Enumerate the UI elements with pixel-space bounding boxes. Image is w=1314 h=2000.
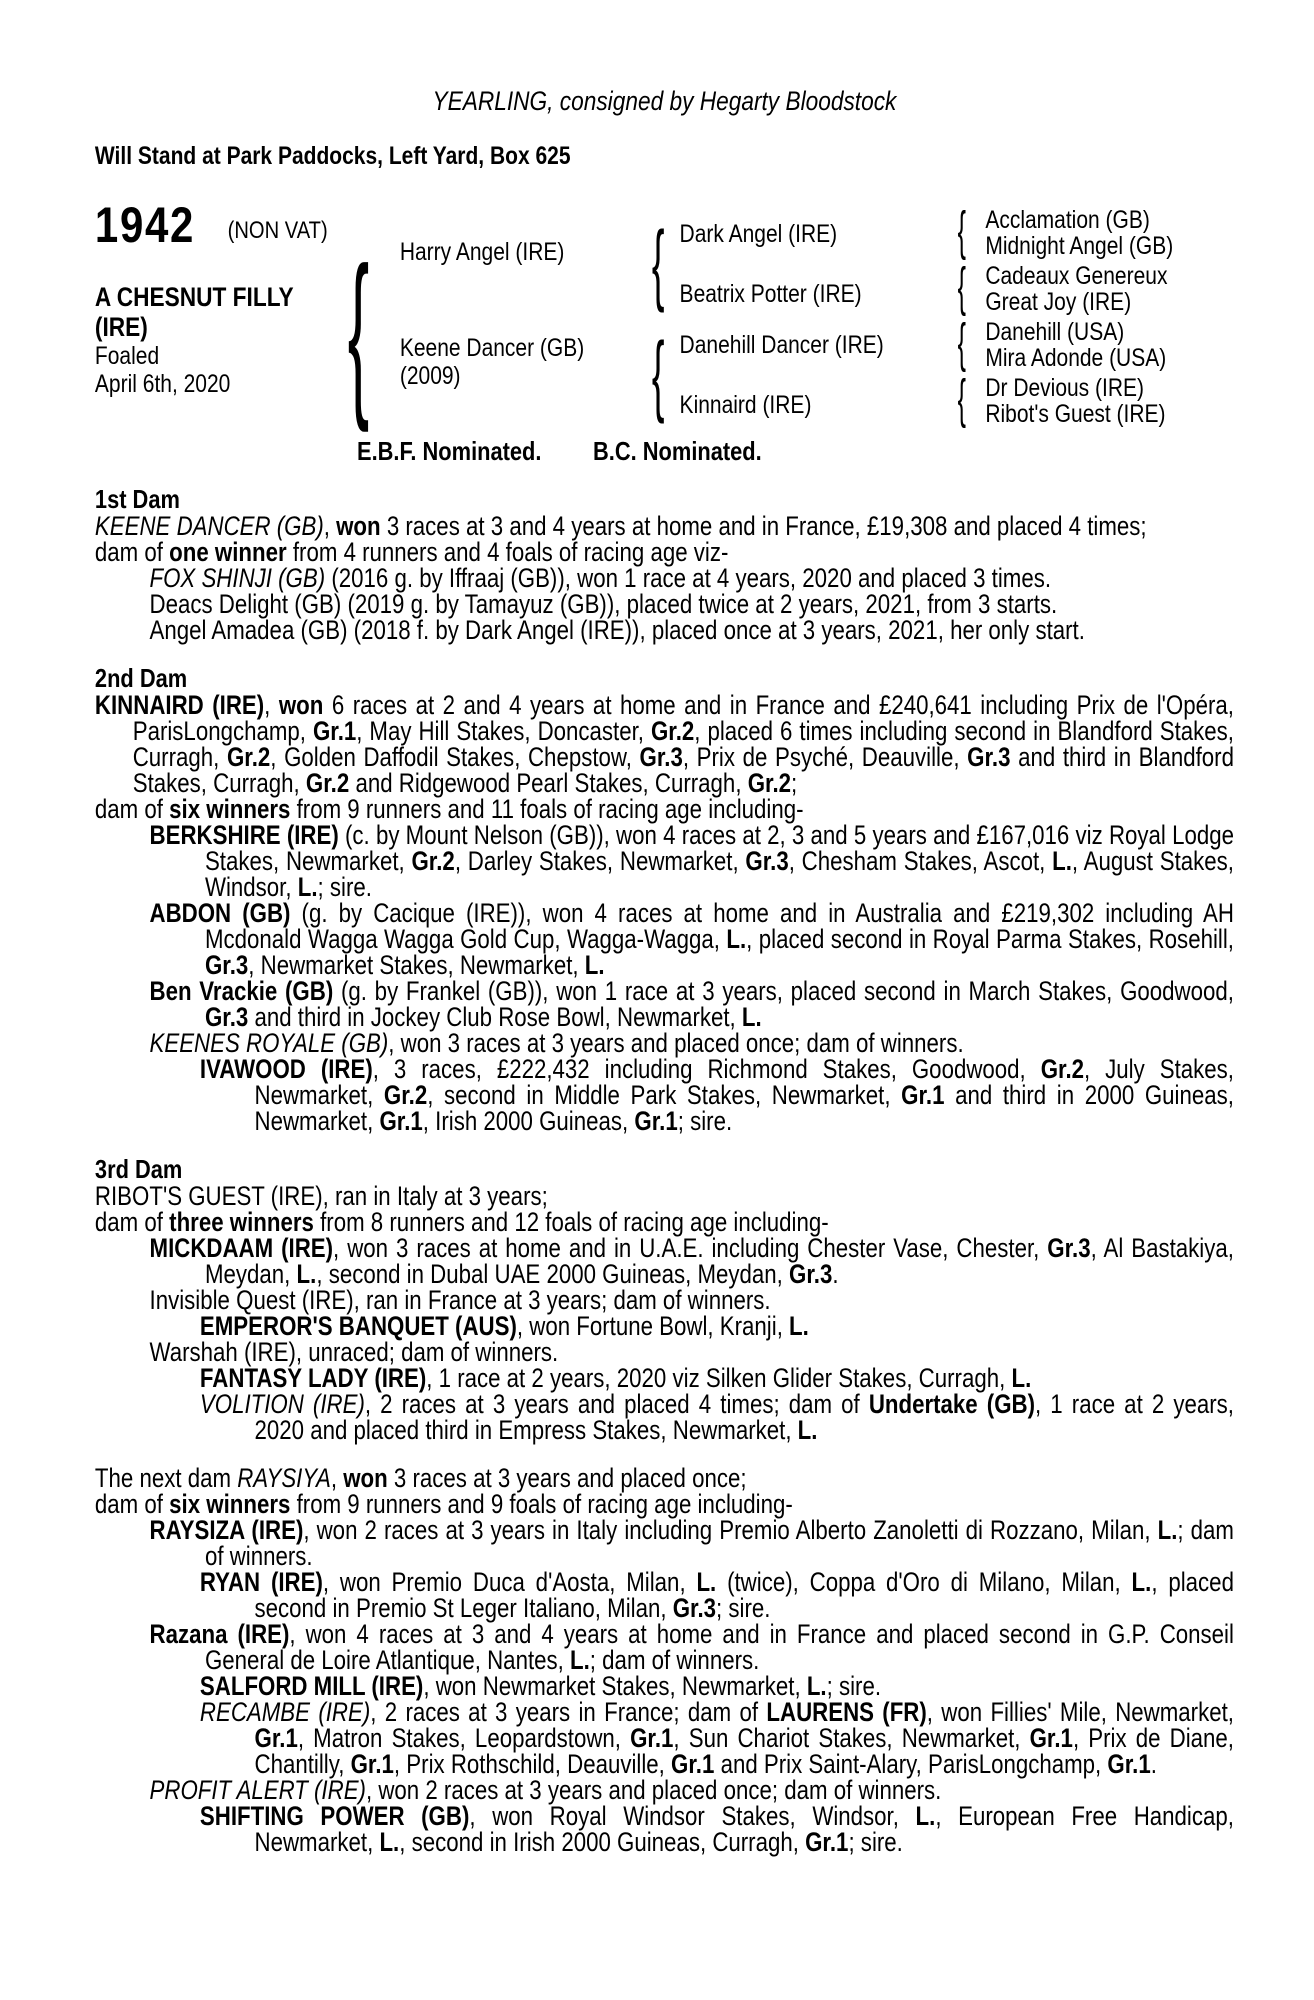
text-run: L. xyxy=(379,1827,400,1857)
text-run: Gr.1 xyxy=(1029,1723,1073,1753)
text-run: Gr.1 xyxy=(350,1749,394,1779)
text-run: L. xyxy=(584,950,605,980)
text-run: Gr.1 xyxy=(1107,1749,1151,1779)
text-run: ; xyxy=(791,768,798,798)
text-run: from 9 runners and 9 foals of racing age including- xyxy=(290,1489,793,1519)
text-run: Gr.3 xyxy=(789,1259,833,1289)
text-run: Gr.1 xyxy=(254,1723,298,1753)
text-run: , 3 races, £222,432 including Richmond Stakes, Goodwood, xyxy=(372,1054,1041,1084)
section-heading: 2nd Dam xyxy=(94,663,188,693)
page-title: YEARLING, consigned by Hegarty Bloodstock xyxy=(432,86,897,116)
text-run: L. xyxy=(726,924,747,954)
pedigree-diagram xyxy=(94,197,1234,472)
horse-name-line2: (IRE) xyxy=(94,312,148,342)
text-run: , 1 race at 2 years, 2020 viz Silken Glider Stakes, Curragh, xyxy=(426,1363,1012,1393)
text-run: , Prix de Psyché, Deauville, xyxy=(682,742,968,772)
catalog-section xyxy=(95,1156,1234,1443)
text-run: FOX SHINJI (GB) xyxy=(149,563,326,593)
text-run: won xyxy=(343,1463,388,1493)
text-run: Gr.2 xyxy=(650,716,695,746)
text-run: Deacs Delight (GB) (2019 g. by Tamayuz (GB)), placed twice at 2 years, 2021, from 3 starts. xyxy=(149,589,1058,619)
great-grandparent-name: Cadeaux Genereux xyxy=(985,262,1168,290)
text-run: 6 races at 2 and 4 years at home and in France and £240,641 including Prix de l'Opéra, ParisLongchamp, xyxy=(132,690,1234,746)
text-run: MICKDAAM (IRE) xyxy=(149,1233,334,1263)
text-run: KEENE DANCER (GB) xyxy=(94,511,324,541)
text-run: RYAN (IRE) xyxy=(199,1567,323,1597)
text-run: L. xyxy=(789,1311,809,1341)
brace-icon: { xyxy=(957,313,966,373)
text-run: 3 races at 3 and 4 years at home and in France, £19,308 and placed 4 times; xyxy=(380,511,1147,541)
catalog-paragraph xyxy=(95,822,1234,900)
text-run: , 1 race at 2 years, 2020 and placed third in Empress Stakes, Newmarket, xyxy=(254,1389,1234,1445)
catalog-paragraph xyxy=(95,900,1234,978)
text-run: , Prix de Diane, Chantilly, xyxy=(254,1723,1234,1779)
text-run: dam of xyxy=(94,1489,170,1519)
text-run: L. xyxy=(1131,1567,1152,1597)
text-run: dam of xyxy=(94,794,170,824)
text-run: Gr.2 xyxy=(226,742,271,772)
dam-name: Keene Dancer (GB) xyxy=(399,334,585,362)
text-run: RAYSIYA xyxy=(237,1463,331,1493)
text-run: , won Fortune Bowl, Kranji, xyxy=(516,1311,790,1341)
dam-block xyxy=(400,334,584,390)
text-run: Angel Amadea (GB) (2018 f. by Dark Angel (IRE)), placed once at 3 years, 2021, her only start. xyxy=(149,615,1085,645)
text-run: , Chesham Stakes, Ascot, xyxy=(788,846,1053,876)
text-run: Gr.3 xyxy=(967,742,1011,772)
text-run: Gr.3 xyxy=(639,742,683,772)
text-run: EMPEROR'S BANQUET (AUS) xyxy=(199,1311,517,1341)
text-run: six winners xyxy=(169,1489,291,1519)
text-run: , placed second in Royal Parma Stakes, Rosehill, xyxy=(746,924,1234,954)
sire-name: Harry Angel (IRE) xyxy=(399,238,565,266)
text-run: , second in Middle Park Stakes, Newmarket, xyxy=(427,1080,902,1110)
text-run: SHIFTING POWER (GB) xyxy=(199,1801,470,1831)
great-grandparent-name: Ribot's Guest (IRE) xyxy=(985,400,1166,428)
text-run: , July Stakes, Newmarket, xyxy=(254,1054,1234,1110)
text-run: L. xyxy=(1052,846,1072,876)
text-run: Gr.2 xyxy=(747,768,792,798)
text-run: Gr.1 xyxy=(634,1106,678,1136)
text-run: IVAWOOD (IRE) xyxy=(199,1054,373,1084)
text-run: RIBOT'S GUEST (IRE), ran in Italy at 3 years; xyxy=(94,1181,548,1211)
text-run: ; dam of winners. xyxy=(204,1515,1234,1571)
granddam-name: Kinnaird (IRE) xyxy=(679,391,812,419)
catalog-paragraph xyxy=(95,1209,1234,1235)
text-run: , won Fillies' Mile, Newmarket, xyxy=(926,1697,1234,1727)
text-run: , Prix Rothschild, Deauville, xyxy=(393,1749,672,1779)
catalog-paragraph xyxy=(95,591,1234,617)
catalog-paragraph xyxy=(95,1673,1234,1699)
text-run: six winners xyxy=(169,794,291,824)
catalog-paragraph xyxy=(95,513,1234,539)
text-run: and third in 2000 Guineas, Newmarket, xyxy=(254,1080,1234,1136)
text-run: L. xyxy=(296,1259,317,1289)
catalog-paragraph xyxy=(95,1491,1234,1517)
text-run: Gr.1 xyxy=(901,1080,945,1110)
great-grandparent-name: Acclamation (GB) xyxy=(985,206,1150,234)
text-run: Gr.2 xyxy=(383,1080,428,1110)
ebf-nomination: E.B.F. Nominated. xyxy=(357,436,542,466)
text-run: dam of xyxy=(94,1207,170,1237)
catalog-paragraph xyxy=(95,617,1234,643)
text-run: FANTASY LADY (IRE) xyxy=(199,1363,427,1393)
text-run: L. xyxy=(797,1415,818,1445)
text-run: , August Stakes, Windsor, xyxy=(204,846,1234,902)
text-run: RECAMBE (IRE) xyxy=(199,1697,371,1727)
text-run: , xyxy=(330,1463,344,1493)
catalog-body xyxy=(95,486,1234,1855)
text-run: , xyxy=(264,690,279,720)
text-run: Invisible Quest (IRE), ran in France at 3 years; dam of winners. xyxy=(149,1285,771,1315)
catalog-section xyxy=(95,486,1234,643)
brace-icon: { xyxy=(347,229,370,433)
text-run: . xyxy=(1150,1749,1157,1779)
text-run: , 2 races at 3 years in France; dam of xyxy=(370,1697,767,1727)
catalog-paragraph xyxy=(95,1391,1234,1443)
section-heading: 1st Dam xyxy=(94,484,180,514)
catalog-paragraph xyxy=(95,1339,1234,1365)
catalog-paragraph xyxy=(95,1030,1234,1056)
great-grandparent-name: Mira Adonde (USA) xyxy=(985,344,1167,372)
grandsire-name: Danehill Dancer (IRE) xyxy=(679,331,884,359)
brace-icon: { xyxy=(957,369,966,429)
text-run: Gr.1 xyxy=(379,1106,423,1136)
brace-icon: { xyxy=(957,201,966,261)
text-run: , Newmarket Stakes, Newmarket, xyxy=(248,950,585,980)
text-run: . xyxy=(832,1259,839,1289)
text-run: , xyxy=(323,511,337,541)
text-run: L. xyxy=(1157,1515,1178,1545)
catalog-paragraph xyxy=(95,1621,1234,1673)
great-grandparent-name: Great Joy (IRE) xyxy=(985,288,1132,316)
catalog-paragraph xyxy=(95,1313,1234,1339)
text-run: L. xyxy=(741,1002,762,1032)
text-run: (c. by Mount Nelson (GB)), won 4 races at 2, 3 and 5 years and £167,016 viz Royal Lodge Stakes, Newmarket, xyxy=(204,820,1234,876)
foaled-date: April 6th, 2020 xyxy=(94,370,231,398)
lot-number: 1942 xyxy=(94,197,196,253)
text-run: Gr.3 xyxy=(204,1002,249,1032)
text-run: Gr.1 xyxy=(805,1827,849,1857)
horse-name-line1: A CHESNUT FILLY xyxy=(94,282,294,312)
text-run: , Matron Stakes, Leopardstown, xyxy=(297,1723,631,1753)
catalog-paragraph xyxy=(95,1287,1234,1313)
text-run: ; sire. xyxy=(826,1671,882,1701)
text-run: The next dam xyxy=(94,1463,238,1493)
text-run: , won 3 races at home and in U.A.E. including Chester Vase, Chester, xyxy=(333,1233,1048,1263)
vat-note: (NON VAT) xyxy=(227,217,328,244)
text-run: (twice), Coppa d'Oro di Milano, Milan, xyxy=(716,1567,1132,1597)
text-run: , second in Irish 2000 Guineas, Curragh, xyxy=(399,1827,806,1857)
text-run: Gr.2 xyxy=(411,846,455,876)
text-run: , won Premio Duca d'Aosta, Milan, xyxy=(322,1567,697,1597)
text-run: Gr.1 xyxy=(630,1723,674,1753)
text-run: KINNAIRD (IRE) xyxy=(94,690,265,720)
catalog-paragraph xyxy=(95,1235,1234,1287)
catalog-paragraph xyxy=(95,1056,1234,1134)
text-run: ABDON (GB) xyxy=(149,898,291,928)
text-run: SALFORD MILL (IRE) xyxy=(199,1671,424,1701)
text-run: Gr.3 xyxy=(1047,1233,1091,1263)
dam-year: (2009) xyxy=(399,362,461,390)
catalog-paragraph xyxy=(95,1569,1234,1621)
catalog-paragraph xyxy=(95,1699,1234,1777)
brace-icon: { xyxy=(957,257,966,317)
text-run: LAURENS (FR) xyxy=(766,1697,927,1727)
text-run: from 9 runners and 11 foals of racing age including- xyxy=(290,794,804,824)
great-grandparent-name: Danehill (USA) xyxy=(985,318,1125,346)
text-run: ; sire. xyxy=(677,1106,733,1136)
text-run: (g. by Frankel (GB)), won 1 race at 3 years, placed second in March Stakes, Goodwood, xyxy=(333,976,1234,1006)
text-run: won xyxy=(278,690,324,720)
great-grandparent-name: Dr Devious (IRE) xyxy=(985,374,1145,402)
bc-nomination: B.C. Nominated. xyxy=(593,436,762,466)
text-run: and third in Jockey Club Rose Bowl, Newmarket, xyxy=(248,1002,742,1032)
text-run: Gr.2 xyxy=(305,768,350,798)
text-run: dam of xyxy=(94,537,170,567)
catalog-paragraph xyxy=(95,565,1234,591)
catalog-paragraph xyxy=(95,1465,1234,1491)
text-run: , won 2 races at 3 years and placed once; dam of winners. xyxy=(365,1775,942,1805)
text-run: (2016 g. by Iffraaj (GB)), won 1 race at 4 years, 2020 and placed 3 times. xyxy=(325,563,1052,593)
brace-icon: { xyxy=(651,325,665,425)
text-run: , Golden Daffodil Stakes, Chepstow, xyxy=(270,742,640,772)
granddam-name: Beatrix Potter (IRE) xyxy=(679,280,862,308)
catalog-paragraph xyxy=(95,1777,1234,1803)
text-run: L. xyxy=(806,1671,827,1701)
brace-icon: { xyxy=(651,214,665,314)
text-run: PROFIT ALERT (IRE) xyxy=(149,1775,366,1805)
text-run: Gr.1 xyxy=(312,716,357,746)
great-grandparent-name: Midnight Angel (GB) xyxy=(985,232,1174,260)
foaled-label: Foaled xyxy=(94,342,160,370)
catalog-paragraph xyxy=(95,1183,1234,1209)
grandsire-name: Dark Angel (IRE) xyxy=(679,220,838,248)
text-run: L. xyxy=(570,1645,590,1675)
text-run: , Al Bastakiya, Meydan, xyxy=(204,1233,1234,1289)
text-run: , won Royal Windsor Stakes, Windsor, xyxy=(469,1801,916,1831)
text-run: , European Free Handicap, Newmarket, xyxy=(254,1801,1234,1857)
text-run: and Ridgewood Pearl Stakes, Curragh, xyxy=(349,768,748,798)
text-run: L. xyxy=(915,1801,936,1831)
text-run: , placed 6 times including second in Blandford Stakes, Curragh, xyxy=(132,716,1234,772)
text-run: Razana (IRE) xyxy=(149,1619,290,1649)
text-run: 3 races at 3 years and placed once; xyxy=(387,1463,747,1493)
text-run: Gr.1 xyxy=(671,1749,715,1779)
text-run: from 8 runners and 12 foals of racing age including- xyxy=(313,1207,829,1237)
catalog-section xyxy=(95,1465,1234,1855)
text-run: ; sire. xyxy=(716,1593,771,1623)
catalog-paragraph xyxy=(95,1517,1234,1569)
stand-location: Will Stand at Park Paddocks, Left Yard, Box 625 xyxy=(94,142,571,170)
text-run: KEENES ROYALE (GB) xyxy=(149,1028,389,1058)
text-run: Gr.3 xyxy=(204,950,249,980)
text-run: won xyxy=(336,511,381,541)
text-run: , 2 races at 3 years and placed 4 times; dam of xyxy=(364,1389,869,1419)
text-run: RAYSIZA (IRE) xyxy=(149,1515,304,1545)
text-run: VOLITION (IRE) xyxy=(199,1389,365,1419)
text-run: , won 2 races at 3 years in Italy including Premio Alberto Zanoletti di Rozzano, Milan, xyxy=(303,1515,1158,1545)
text-run: , placed second in Premio St Leger Italiano, Milan, xyxy=(254,1567,1234,1623)
catalog-paragraph xyxy=(95,978,1234,1030)
text-run: BERKSHIRE (IRE) xyxy=(149,820,339,850)
text-run: (g. by Cacique (IRE)), won 4 races at home and in Australia and £219,302 including AH Mcdonald Wagga Wagga Gold Cup, Wagga-Wagga, xyxy=(204,898,1234,954)
catalog-paragraph xyxy=(95,1803,1234,1855)
text-run: Ben Vrackie (GB) xyxy=(149,976,334,1006)
text-run: , May Hill Stakes, Doncaster, xyxy=(356,716,651,746)
text-run: Gr.3 xyxy=(745,846,789,876)
text-run: three winners xyxy=(169,1207,314,1237)
text-run: , Irish 2000 Guineas, xyxy=(422,1106,635,1136)
text-run: Warshah (IRE), unraced; dam of winners. xyxy=(149,1337,559,1367)
catalog-paragraph xyxy=(95,692,1234,796)
text-run: and Prix Saint-Alary, ParisLongchamp, xyxy=(714,1749,1108,1779)
catalog-paragraph xyxy=(95,796,1234,822)
text-run: ; sire. xyxy=(848,1827,903,1857)
text-run: one winner xyxy=(169,537,287,567)
text-run: L. xyxy=(297,872,318,902)
text-run: Undertake (GB) xyxy=(868,1389,1036,1419)
section-heading: 3rd Dam xyxy=(94,1154,183,1184)
catalog-paragraph xyxy=(95,539,1234,565)
text-run: L. xyxy=(1011,1363,1032,1393)
text-run: ; sire. xyxy=(317,872,372,902)
subject-horse xyxy=(95,282,294,398)
text-run: , second in Dubal UAE 2000 Guineas, Meydan, xyxy=(316,1259,790,1289)
text-run: , won 3 races at 3 years and placed once; dam of winners. xyxy=(388,1028,964,1058)
text-run: , won 4 races at 3 and 4 years at home and in France and placed second in G.P. Conseil General de Loire Atlantique, Nantes, xyxy=(204,1619,1234,1675)
text-run: , Darley Stakes, Newmarket, xyxy=(454,846,746,876)
text-run: L. xyxy=(696,1567,717,1597)
text-run: Gr.2 xyxy=(1040,1054,1085,1084)
text-run: , won Newmarket Stakes, Newmarket, xyxy=(423,1671,807,1701)
catalog-paragraph xyxy=(95,1365,1234,1391)
text-run: from 4 runners and 4 foals of racing age viz- xyxy=(286,537,729,567)
text-run: , Sun Chariot Stakes, Newmarket, xyxy=(673,1723,1030,1753)
text-run: Gr.3 xyxy=(672,1593,717,1623)
text-run: ; dam of winners. xyxy=(589,1645,760,1675)
catalog-section xyxy=(95,665,1234,1134)
text-run: and third in Blandford Stakes, Curragh, xyxy=(132,742,1234,798)
